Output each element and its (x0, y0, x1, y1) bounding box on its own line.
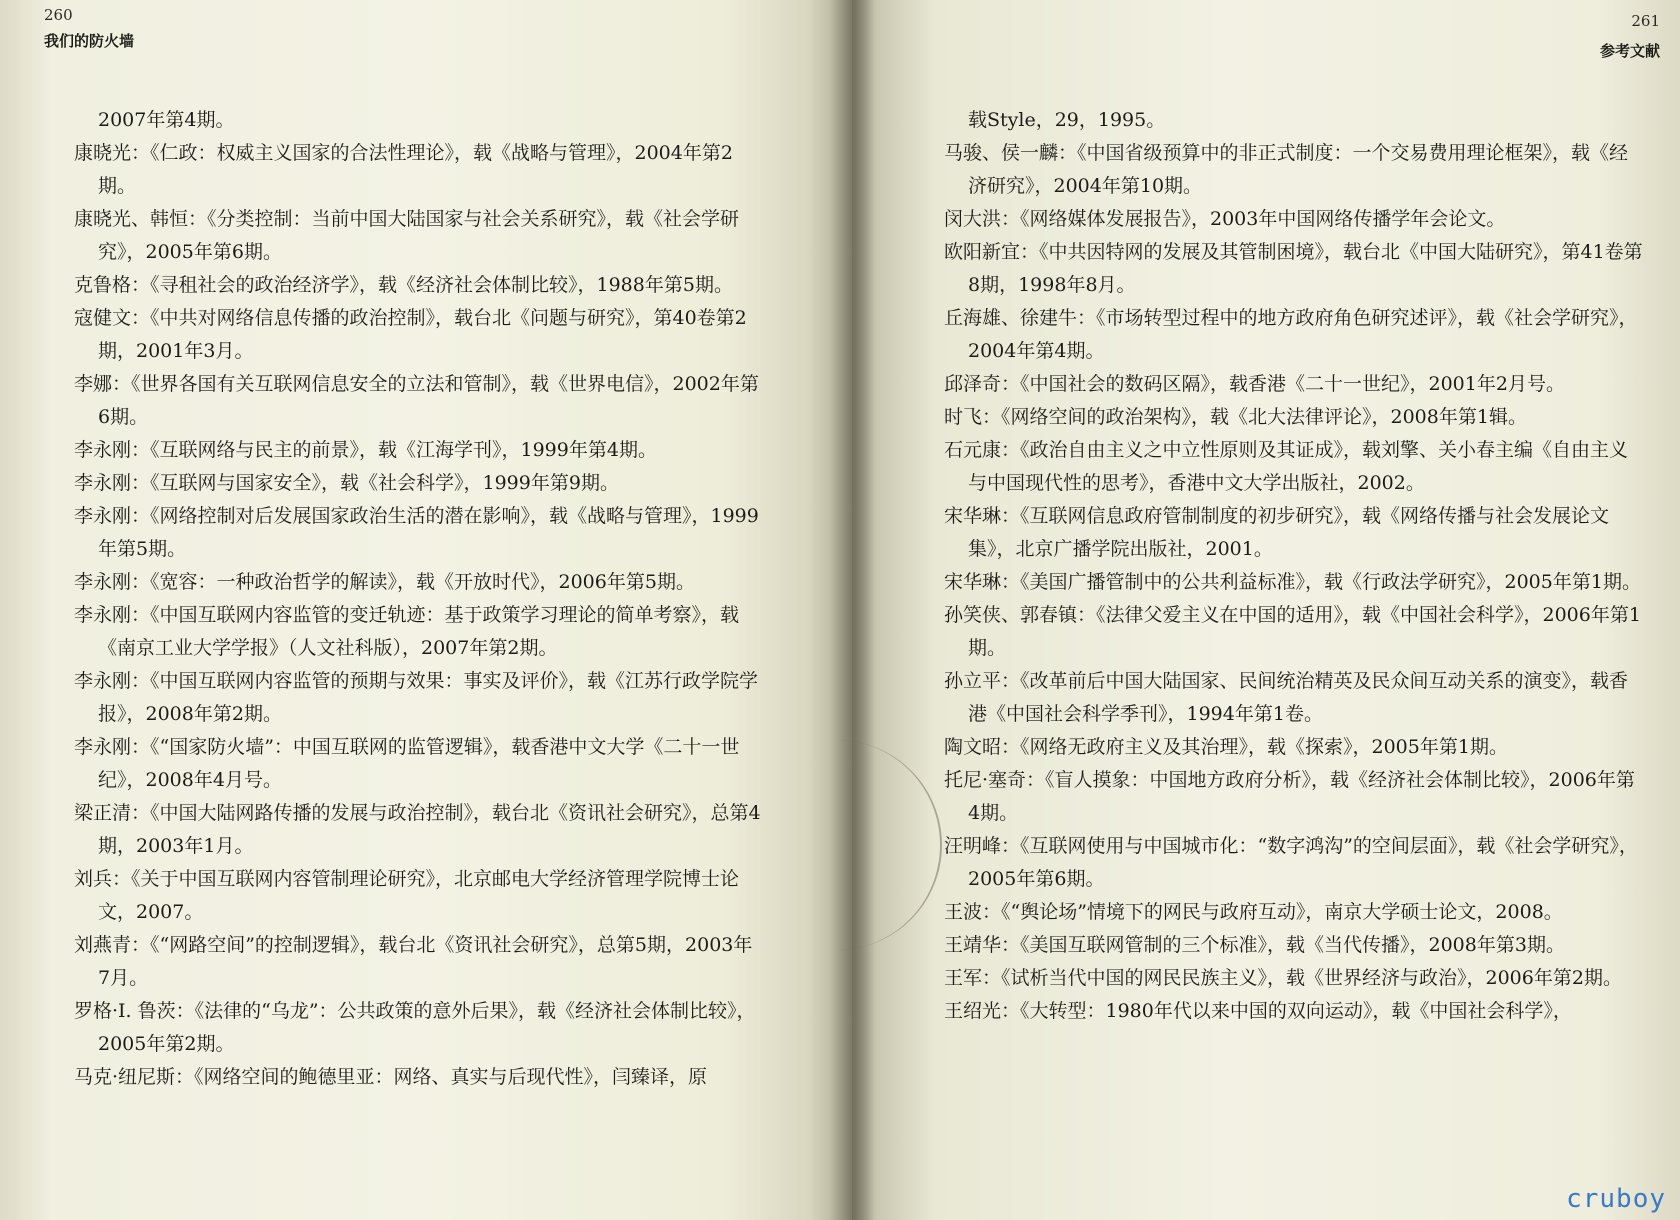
reference-entry: 刘燕青：《“网路空间”的控制逻辑》，载台北《资讯社会研究》，总第5期，2003年7月。 (74, 934, 753, 989)
running-head-left: 我们的防火墙 (44, 32, 135, 50)
reference-entry: 李永刚：《“国家防火墙”：中国互联网的监管逻辑》，载香港中文大学《二十一世纪》，2008年4月号。 (74, 736, 740, 791)
reference-entry: 丘海雄、徐建牛：《市场转型过程中的地方政府角色研究述评》，载《社会学研究》，2004年第4期。 (944, 307, 1638, 362)
right-page (852, 0, 1680, 1220)
reference-entry: 康晓光：《仁政：权威主义国家的合法性理论》，载《战略与管理》，2004年第2期。 (74, 142, 733, 197)
reference-entry: 李永刚：《互联网与国家安全》，载《社会科学》，1999年第9期。 (74, 472, 619, 494)
reference-entry: 李永刚：《中国互联网内容监管的预期与效果：事实及评价》，载《江苏行政学院学报》，2008年第2期。 (74, 670, 759, 725)
reference-list-right (944, 104, 1644, 1028)
reference-entry: 2007年第4期。 (98, 109, 235, 131)
page-number-left: 260 (44, 6, 73, 24)
running-head-right: 参考文献 (1599, 42, 1660, 60)
reference-entry: 王波：《“舆论场”情境下的网民与政府互动》，南京大学硕士论文，2008。 (944, 901, 1563, 923)
reference-entry: 孙笑侠、郭春镇：《法律父爱主义在中国的适用》，载《中国社会科学》，2006年第1期。 (944, 604, 1641, 659)
reference-entry: 石元康：《政治自由主义之中立性原则及其证成》，载刘擎、关小春主编《自由主义与中国现代性的思考》，香港中文大学出版社，2002。 (944, 439, 1629, 494)
reference-entry: 汪明峰：《互联网使用与中国城市化：“数字鸿沟”的空间层面》，载《社会学研究》，2005年第6期。 (944, 835, 1638, 890)
gutter-shadow (830, 0, 874, 1220)
page-number-right: 261 (1631, 12, 1660, 30)
reference-entry: 陶文昭：《网络无政府主义及其治理》，载《探索》，2005年第1期。 (944, 736, 1508, 758)
reference-entry: 罗格·I. 鲁茨：《法律的“乌龙”：公共政策的意外后果》，载《经济社会体制比较》，2005年第2期。 (74, 1000, 756, 1055)
reference-entry: 王军：《试析当代中国的网民民族主义》，载《世界经济与政治》，2006年第2期。 (944, 967, 1622, 989)
reference-entry: 邱泽奇：《中国社会的数码区隔》，载香港《二十一世纪》，2001年2月号。 (944, 373, 1565, 395)
reference-entry: 闵大洪：《网络媒体发展报告》，2003年中国网络传播学年会论文。 (944, 208, 1506, 230)
reference-entry: 孙立平：《改革前后中国大陆国家、民间统治精英及民众间互动关系的演变》，载香港《中国社会科学季刊》，1994年第1卷。 (944, 670, 1629, 725)
reference-entry: 马克·纽尼斯：《网络空间的鲍德里亚：网络、真实与后现代性》，闫臻译，原 (74, 1066, 708, 1088)
reference-entry: 载Style，29，1995。 (968, 109, 1166, 131)
reference-entry: 王靖华：《美国互联网管制的三个标准》，载《当代传播》，2008年第3期。 (944, 934, 1565, 956)
reference-entry: 马骏、侯一麟：《中国省级预算中的非正式制度：一个交易费用理论框架》，载《经济研究》，2004年第10期。 (944, 142, 1629, 197)
reference-entry: 王绍光：《大转型：1980年代以来中国的双向运动》，载《中国社会科学》， (944, 1000, 1572, 1022)
reference-entry: 李娜：《世界各国有关互联网信息安全的立法和管制》，载《世界电信》，2002年第6期。 (74, 373, 759, 428)
reference-entry: 梁正清：《中国大陆网路传播的发展与政治控制》，载台北《资讯社会研究》，总第4期，2003年1月。 (74, 802, 761, 857)
reference-entry: 宋华琳：《互联网信息政府管制制度的初步研究》，载《网络传播与社会发展论文集》，北京广播学院出版社，2001。 (944, 505, 1610, 560)
reference-entry: 刘兵：《关于中国互联网内容管制理论研究》，北京邮电大学经济管理学院博士论文，2007。 (74, 868, 740, 923)
reference-entry: 时飞：《网络空间的政治架构》，载《北大法律评论》，2008年第1辑。 (944, 406, 1527, 428)
reference-entry: 李永刚：《互联网络与民主的前景》，载《江海学刊》，1999年第4期。 (74, 439, 657, 461)
reference-entry: 托尼·塞奇：《盲人摸象：中国地方政府分析》，载《经济社会体制比较》，2006年第4期。 (944, 769, 1635, 824)
reference-list-left (74, 104, 764, 1094)
reference-entry: 李永刚：《中国互联网内容监管的变迁轨迹：基于政策学习理论的简单考察》，载《南京工业大学学报》（人文社科版），2007年第2期。 (74, 604, 740, 659)
reference-entry: 克鲁格：《寻租社会的政治经济学》，载《经济社会体制比较》，1988年第5期。 (74, 274, 733, 296)
reference-entry: 李永刚：《宽容：一种政治哲学的解读》，载《开放时代》，2006年第5期。 (74, 571, 695, 593)
reference-entry: 康晓光、韩恒：《分类控制：当前中国大陆国家与社会关系研究》，载《社会学研究》，2005年第6期。 (74, 208, 740, 263)
reference-entry: 李永刚：《网络控制对后发展国家政治生活的潜在影响》，载《战略与管理》，1999年第5期。 (74, 505, 759, 560)
watermark: cruboy (1566, 1184, 1666, 1214)
reference-entry: 宋华琳：《美国广播管制中的公共利益标准》，载《行政法学研究》，2005年第1期。 (944, 571, 1641, 593)
reference-entry: 欧阳新宜：《中共因特网的发展及其管制困境》，载台北《中国大陆研究》，第41卷第8期，1998年8月。 (944, 241, 1643, 296)
reference-entry: 寇健文：《中共对网络信息传播的政治控制》，载台北《问题与研究》，第40卷第2期，2001年3月。 (74, 307, 747, 362)
